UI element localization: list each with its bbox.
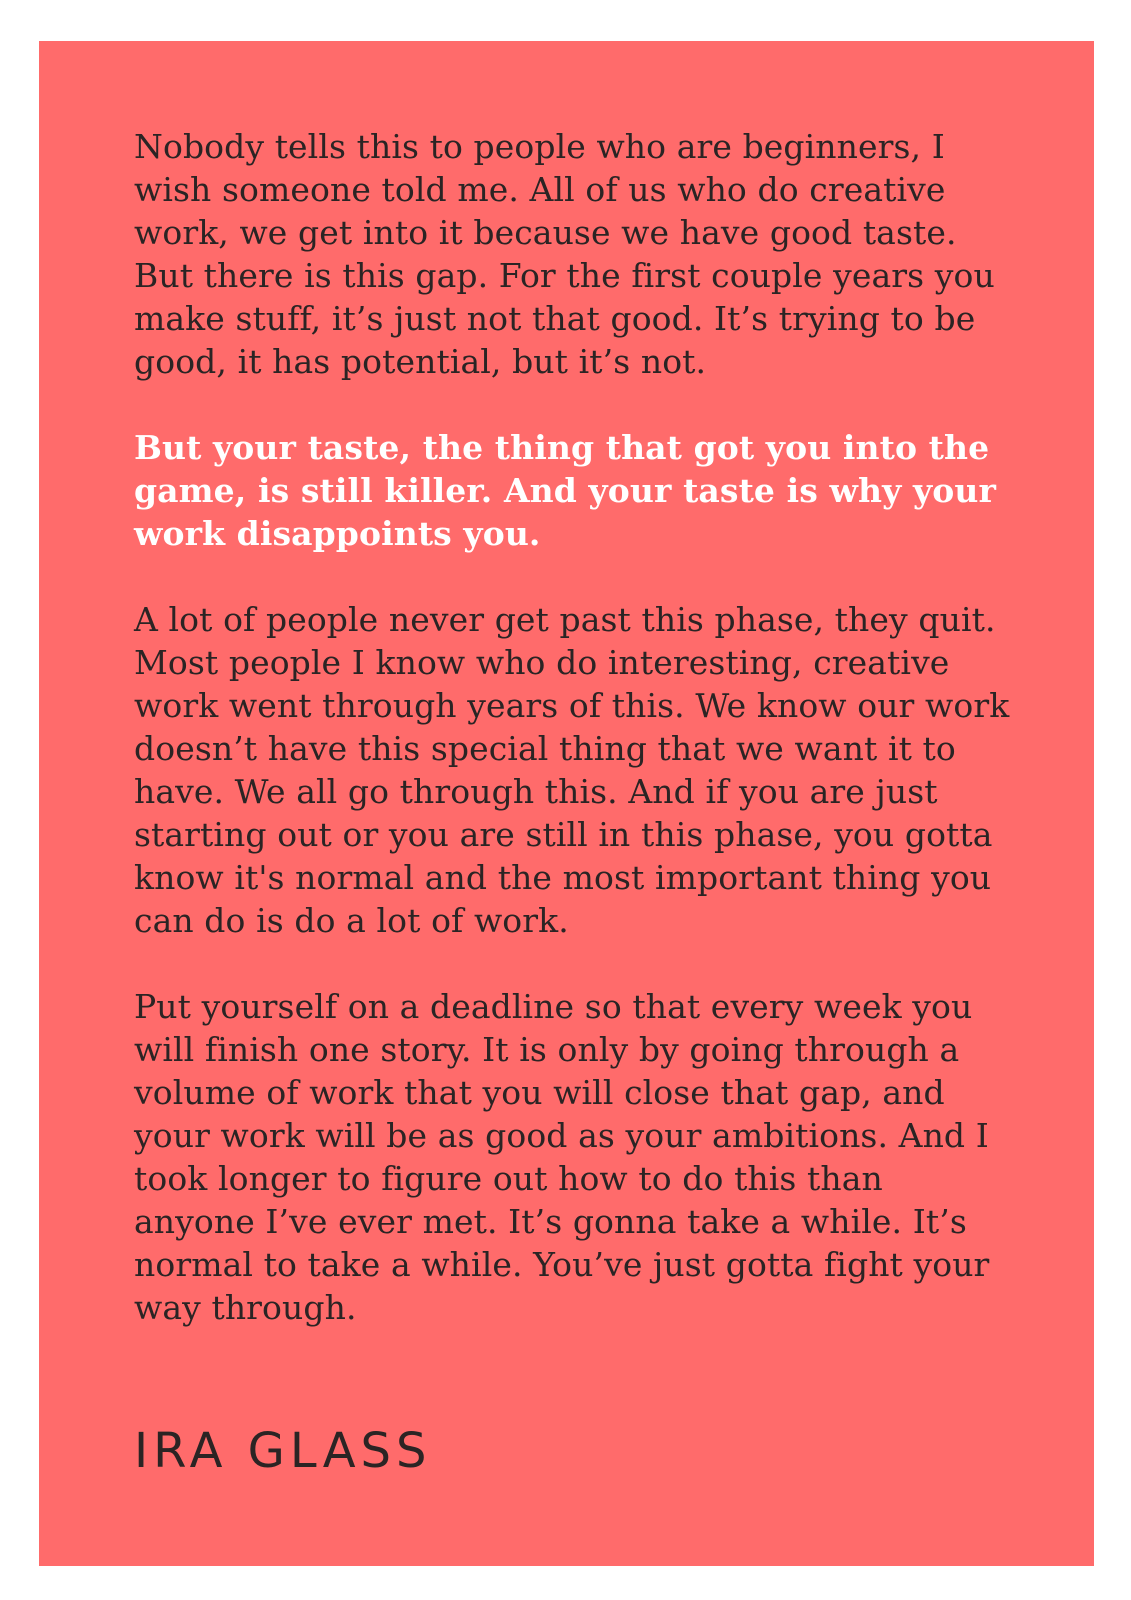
quote-paragraph-1: Nobody tells this to people who are beginners, I wish someone told me. All of us who do creative work, we get into it because we have good taste. But there is this gap. For the first couple years you make stuff, it’s just not that good. It’s trying to be good, it has potential, but it’s not. [134,127,995,381]
quote-paragraph-3: A lot of people never get past this phase, they quit. Most people I know who do interesting, creative work went through years of this. We know our work doesn’t have this special thing that we want it to have. We all go through this. And if you are just starting out or you are still in this phase, you gotta know it's normal and the most important thing you can do is do a lot of work. [134,600,1010,940]
quote-paragraph-highlight: But your taste, the thing that got you into the game, is still killer. And your taste is why your work disappoints you. [134,428,996,553]
quote-poster [39,41,1094,1566]
quote-author: IRA GLASS [134,1423,432,1479]
quote-text [134,125,1014,1372]
quote-paragraph-4: Put yourself on a deadline so that every week you will finish one story. It is only by going through a volume of work that you will close that gap, and your work will be as good as your ambitions. And I took longer to figure out how to do this than anyone I’ve ever met. It’s gonna take a while. It’s normal to take a while. You’ve just gotta fight your way through. [134,987,990,1327]
